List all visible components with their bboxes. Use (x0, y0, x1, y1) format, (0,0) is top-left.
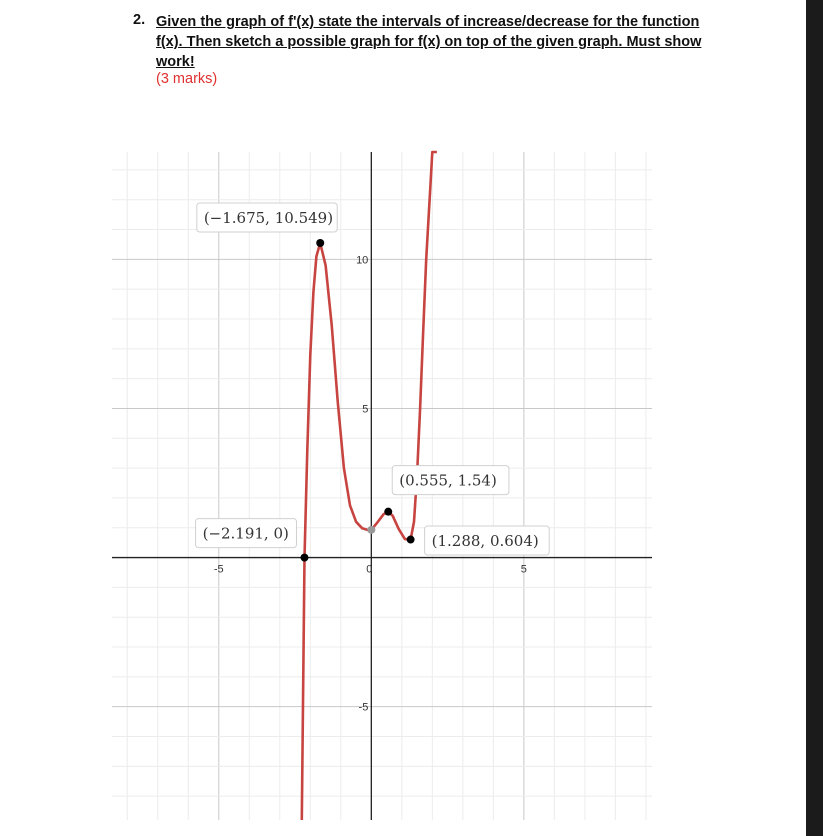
question-text: Given the graph of f'(x) state the intervals of increase/decrease for the function f(x). Then sketch a possible graph for f(x) on top of the given graph. Must show work! (156, 14, 702, 70)
y-tick-label: -5 (358, 701, 369, 714)
point-label: (0.555, 1.54) (399, 471, 497, 490)
critical-point (407, 536, 415, 544)
critical-point (367, 526, 375, 534)
marks-label: (3 marks) (156, 71, 218, 87)
point-label: (1.288, 0.604) (431, 532, 539, 551)
critical-point (316, 239, 324, 247)
critical-point (300, 554, 308, 562)
x-tick-label: 5 (520, 563, 527, 576)
y-tick-label: 10 (356, 254, 369, 267)
y-tick-label: 5 (362, 403, 369, 416)
critical-point (384, 508, 392, 516)
x-tick-label: 0 (366, 563, 373, 576)
point-label: (−1.675, 10.549) (203, 208, 334, 227)
x-tick-label: -5 (213, 563, 224, 576)
point-label: (−2.191, 0) (202, 524, 289, 543)
question-number: 2. (133, 12, 146, 28)
